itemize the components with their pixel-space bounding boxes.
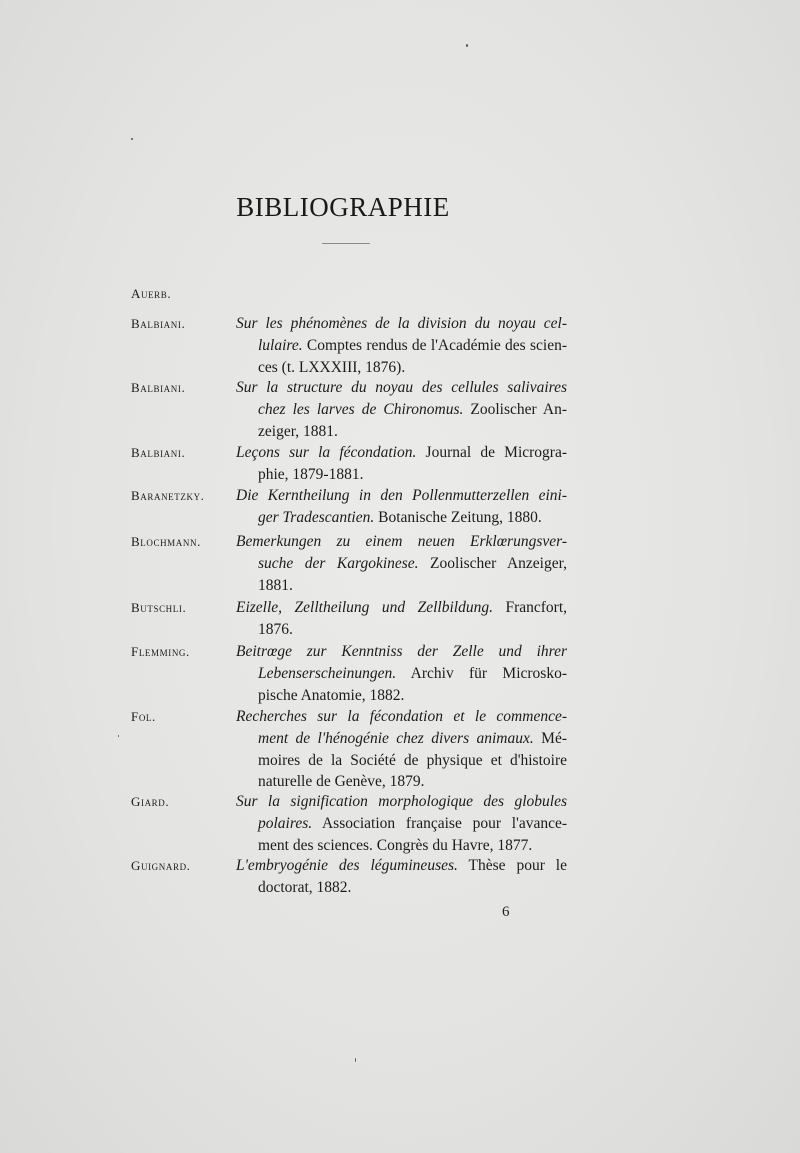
work-title: Leçons sur la fécondation. bbox=[236, 444, 417, 461]
reference-line bbox=[236, 877, 567, 899]
reference-line bbox=[236, 706, 567, 728]
entry-reference bbox=[236, 641, 567, 706]
reference-line bbox=[236, 313, 567, 335]
work-title: Sur les phénomènes de la division du noyau cel- bbox=[236, 315, 567, 332]
publication-info: Botanische Zeitung, 1880. bbox=[374, 508, 542, 526]
reference-line bbox=[236, 399, 567, 421]
entry-author: Balbiani. bbox=[131, 445, 186, 460]
reference-line bbox=[236, 442, 567, 464]
reference-line bbox=[236, 531, 567, 553]
reference-line bbox=[236, 377, 567, 399]
reference-line bbox=[236, 597, 567, 619]
publication-info: Comptes rendus de l'Académie des scien- bbox=[302, 336, 567, 354]
publication-info: naturelle de Genève, 1879. bbox=[258, 773, 425, 791]
publication-info: Journal de Microgra- bbox=[416, 444, 567, 461]
reference-line bbox=[236, 771, 567, 793]
publication-info: Mé- bbox=[533, 729, 567, 747]
entry-reference bbox=[236, 855, 567, 899]
entry-reference bbox=[236, 531, 567, 596]
publication-info: moires de la Société de physique et d'histoire bbox=[258, 751, 567, 769]
page-title: BIBLIOGRAPHIE bbox=[236, 192, 450, 222]
work-title: Bemerkungen zu einem neuen Erklœrungsver- bbox=[236, 533, 567, 550]
work-title: polaires. bbox=[258, 814, 313, 832]
paper-speck bbox=[466, 44, 468, 47]
page-number: 6 bbox=[502, 904, 510, 920]
reference-line bbox=[236, 813, 567, 835]
entry-reference bbox=[236, 597, 567, 641]
entry-reference bbox=[236, 706, 567, 793]
entry-author: Giard. bbox=[131, 794, 170, 809]
entry-reference bbox=[236, 313, 567, 378]
work-title: Sur la structure du noyau des cellules salivaires bbox=[236, 379, 567, 396]
entry-author: Fol. bbox=[131, 709, 156, 724]
work-title: lulaire. bbox=[258, 336, 303, 354]
entry-author: Auerb. bbox=[131, 286, 172, 301]
publication-info: Francfort, bbox=[492, 599, 567, 616]
publication-info: 1876. bbox=[258, 620, 293, 638]
entry-author: Blochmann. bbox=[131, 534, 201, 549]
reference-line bbox=[236, 750, 567, 772]
entry-reference bbox=[236, 377, 567, 442]
entry-author: Balbiani. bbox=[131, 380, 186, 395]
entry-author: Baranetzky. bbox=[131, 488, 205, 503]
publication-info: pische Anatomie, 1882. bbox=[258, 686, 405, 704]
title-rule bbox=[322, 243, 370, 244]
paper-speck bbox=[131, 138, 133, 140]
reference-line bbox=[236, 835, 567, 857]
paper-speck bbox=[355, 1058, 356, 1062]
reference-line bbox=[236, 641, 567, 663]
reference-line bbox=[236, 507, 567, 529]
reference-line bbox=[236, 357, 567, 379]
entry-author: Butschli. bbox=[131, 600, 187, 615]
publication-info: Thèse pour le bbox=[457, 857, 567, 874]
publication-info: Zoolischer Anzeiger, bbox=[418, 554, 567, 572]
reference-line bbox=[236, 485, 567, 507]
work-title: chez les larves de Chironomus. bbox=[258, 400, 464, 418]
work-title: ger Tradescantien. bbox=[258, 508, 375, 526]
work-title: Lebenserscheinungen. bbox=[258, 664, 397, 682]
publication-info: zeiger, 1881. bbox=[258, 422, 338, 440]
entry-author: Flemming. bbox=[131, 644, 190, 659]
work-title: ment de l'hénogénie chez divers animaux. bbox=[258, 729, 534, 747]
entry-author: Balbiani. bbox=[131, 316, 186, 331]
publication-info: Association française pour l'avance- bbox=[312, 814, 567, 832]
work-title: suche der Kargokinese. bbox=[258, 554, 419, 572]
reference-line bbox=[236, 791, 567, 813]
reference-line bbox=[236, 685, 567, 707]
publication-info: phie, 1879-1881. bbox=[258, 465, 364, 483]
entry-reference bbox=[236, 442, 567, 486]
reference-line bbox=[236, 663, 567, 685]
work-title: Recherches sur la fécondation et le commence- bbox=[236, 708, 567, 725]
reference-line bbox=[236, 421, 567, 443]
publication-info: Archiv für Microsko- bbox=[396, 664, 567, 682]
work-title: Beitrœge zur Kenntniss der Zelle und ihrer bbox=[236, 643, 567, 660]
entry-author: Guignard. bbox=[131, 858, 191, 873]
work-title: Die Kerntheilung in den Pollenmutterzellen eini- bbox=[236, 487, 567, 504]
publication-info: 1881. bbox=[258, 576, 293, 594]
publication-info: Zoolischer An- bbox=[463, 400, 567, 418]
work-title: Eizelle, Zelltheilung und Zellbildung. bbox=[236, 599, 493, 616]
reference-line bbox=[236, 728, 567, 750]
reference-line bbox=[236, 335, 567, 357]
reference-line bbox=[236, 619, 567, 641]
paper-speck bbox=[118, 735, 119, 737]
publication-info: ment des sciences. Congrès du Havre, 1877. bbox=[258, 836, 533, 854]
entry-reference bbox=[236, 791, 567, 856]
entry-reference bbox=[236, 485, 567, 529]
reference-line bbox=[236, 575, 567, 597]
publication-info: ces (t. LXXXIII, 1876). bbox=[258, 358, 406, 376]
work-title: Sur la signification morphologique des globules bbox=[236, 793, 567, 810]
work-title: L'embryogénie des légumineuses. bbox=[236, 857, 458, 874]
reference-line bbox=[236, 464, 567, 486]
reference-line bbox=[236, 855, 567, 877]
reference-line bbox=[236, 553, 567, 575]
publication-info: doctorat, 1882. bbox=[258, 878, 352, 896]
